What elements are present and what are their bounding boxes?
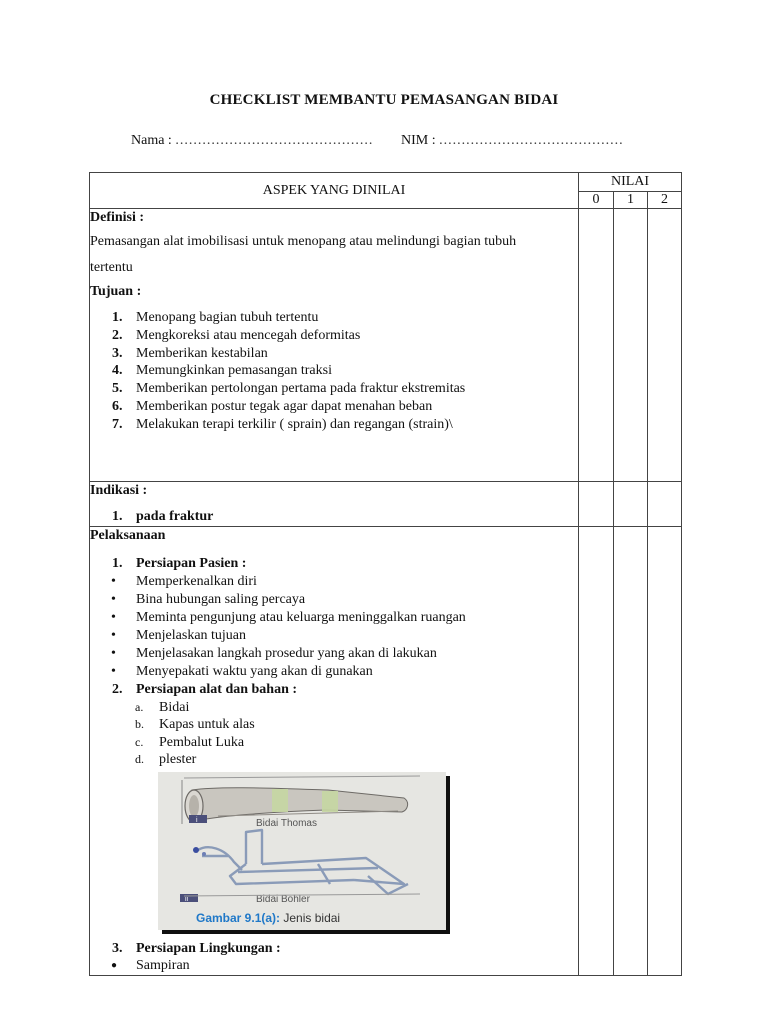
list-item: • Bina hubungan saling percaya xyxy=(136,591,578,609)
list-item: 6. Memberikan postur tegak agar dapat menahan beban xyxy=(112,398,433,414)
figure-tag-i: i xyxy=(196,816,198,824)
score-header: NILAI xyxy=(579,173,682,192)
list-item: a. Bidai xyxy=(135,699,190,715)
caption-lead: Gambar 9.1(a): xyxy=(196,910,281,925)
table-row xyxy=(90,209,682,482)
table-row xyxy=(90,482,682,527)
nim-field xyxy=(401,133,624,149)
score-cell-0[interactable] xyxy=(579,209,614,482)
figure-tag-ii: ii xyxy=(185,895,189,903)
score-cell-1[interactable] xyxy=(614,209,648,482)
nama-dots: ............................................ xyxy=(175,133,374,148)
list-item: • Meminta pengunjung atau keluarga meninggalkan ruangan xyxy=(136,609,578,627)
nim-label: NIM : xyxy=(401,133,436,148)
indikasi-list xyxy=(90,508,578,526)
score-0-header: 0 xyxy=(579,192,614,209)
figure-caption xyxy=(196,909,340,927)
indikasi-cell xyxy=(90,482,579,527)
list-item: 1. Persiapan Pasien : xyxy=(112,556,247,571)
list-item: • Memperkenalkan diri xyxy=(136,573,578,591)
indikasi-title: Indikasi : xyxy=(90,483,148,498)
nama-field xyxy=(131,133,373,149)
score-cell-2[interactable] xyxy=(648,527,682,976)
definisi-text-line2: tertentu xyxy=(90,260,133,275)
nama-label: Nama : xyxy=(131,133,172,148)
list-item: d. plester xyxy=(135,752,197,768)
caption-text: Jenis bidai xyxy=(283,910,341,925)
persiapan-pasien-list xyxy=(90,573,578,681)
score-cell-2[interactable] xyxy=(648,209,682,482)
list-item: 1. Menopang bagian tubuh tertentu xyxy=(112,310,319,325)
list-item: 2. Persiapan alat dan bahan : xyxy=(112,681,298,697)
list-item: 1. pada fraktur xyxy=(112,509,214,524)
list-item: 5. Memberikan pertolongan pertama pada fraktur ekstremitas xyxy=(112,381,466,397)
list-item: 2. Mengkoreksi atau mencegah deformitas xyxy=(112,327,361,343)
score-cell-2[interactable] xyxy=(648,482,682,527)
header-row xyxy=(90,173,682,192)
score-2-header: 2 xyxy=(648,192,682,209)
nim-dots: ......................................... xyxy=(439,133,624,148)
list-item: • Menyepakati waktu yang akan di gunakan xyxy=(136,663,578,681)
list-item: b. Kapas untuk alas xyxy=(135,717,255,733)
persiapan-alat-heading xyxy=(90,681,578,699)
list-item: 3. Memberikan kestabilan xyxy=(112,345,268,361)
figure-label-bohler: Bidai Bohler xyxy=(256,893,310,905)
splint-illustration xyxy=(158,772,446,930)
aspect-header: ASPEK YANG DINILAI xyxy=(90,173,579,209)
definisi-text-line1: Pemasangan alat imobilisasi untuk menopang atau melindungi bagian tubuh xyxy=(90,234,517,249)
definisi-title: Definisi : xyxy=(90,210,145,225)
list-item: c. Pembalut Luka xyxy=(135,734,245,750)
pelaksanaan-cell xyxy=(90,527,579,976)
persiapan-lingkungan-heading xyxy=(90,940,578,958)
score-cell-0[interactable] xyxy=(579,482,614,527)
pelaksanaan-title: Pelaksanaan xyxy=(90,528,166,543)
definisi-text xyxy=(90,229,578,281)
list-item: 7. Melakukan terapi terkilir ( sprain) dan regangan (strain)\ xyxy=(112,416,453,432)
checklist-table xyxy=(89,172,682,976)
score-cell-1[interactable] xyxy=(614,482,648,527)
definisi-tujuan-cell xyxy=(90,209,579,482)
list-item: • Menjelaskan tujuan xyxy=(136,627,578,645)
score-cell-1[interactable] xyxy=(614,527,648,976)
tujuan-title: Tujuan : xyxy=(90,284,142,299)
figure-label-thomas: Bidai Thomas xyxy=(256,817,317,829)
persiapan-pasien-heading xyxy=(90,555,578,573)
list-item: 3. Persiapan Lingkungan : xyxy=(112,940,281,956)
persiapan-lingkungan-list xyxy=(90,957,578,975)
list-item: 4. Memungkinkan pemasangan traksi xyxy=(112,363,332,379)
table-row xyxy=(90,527,682,976)
persiapan-alat-list xyxy=(90,699,578,769)
splint-figure xyxy=(158,772,450,934)
score-cell-0[interactable] xyxy=(579,527,614,976)
document-title: CHECKLIST MEMBANTU PEMASANGAN BIDAI xyxy=(209,92,559,108)
score-1-header: 1 xyxy=(614,192,648,209)
list-item: ● Sampiran xyxy=(136,957,578,975)
figure-image xyxy=(158,772,446,930)
tujuan-list xyxy=(90,309,578,434)
list-item: • Menjelasakan langkah prosedur yang akan di lakukan xyxy=(136,645,578,663)
